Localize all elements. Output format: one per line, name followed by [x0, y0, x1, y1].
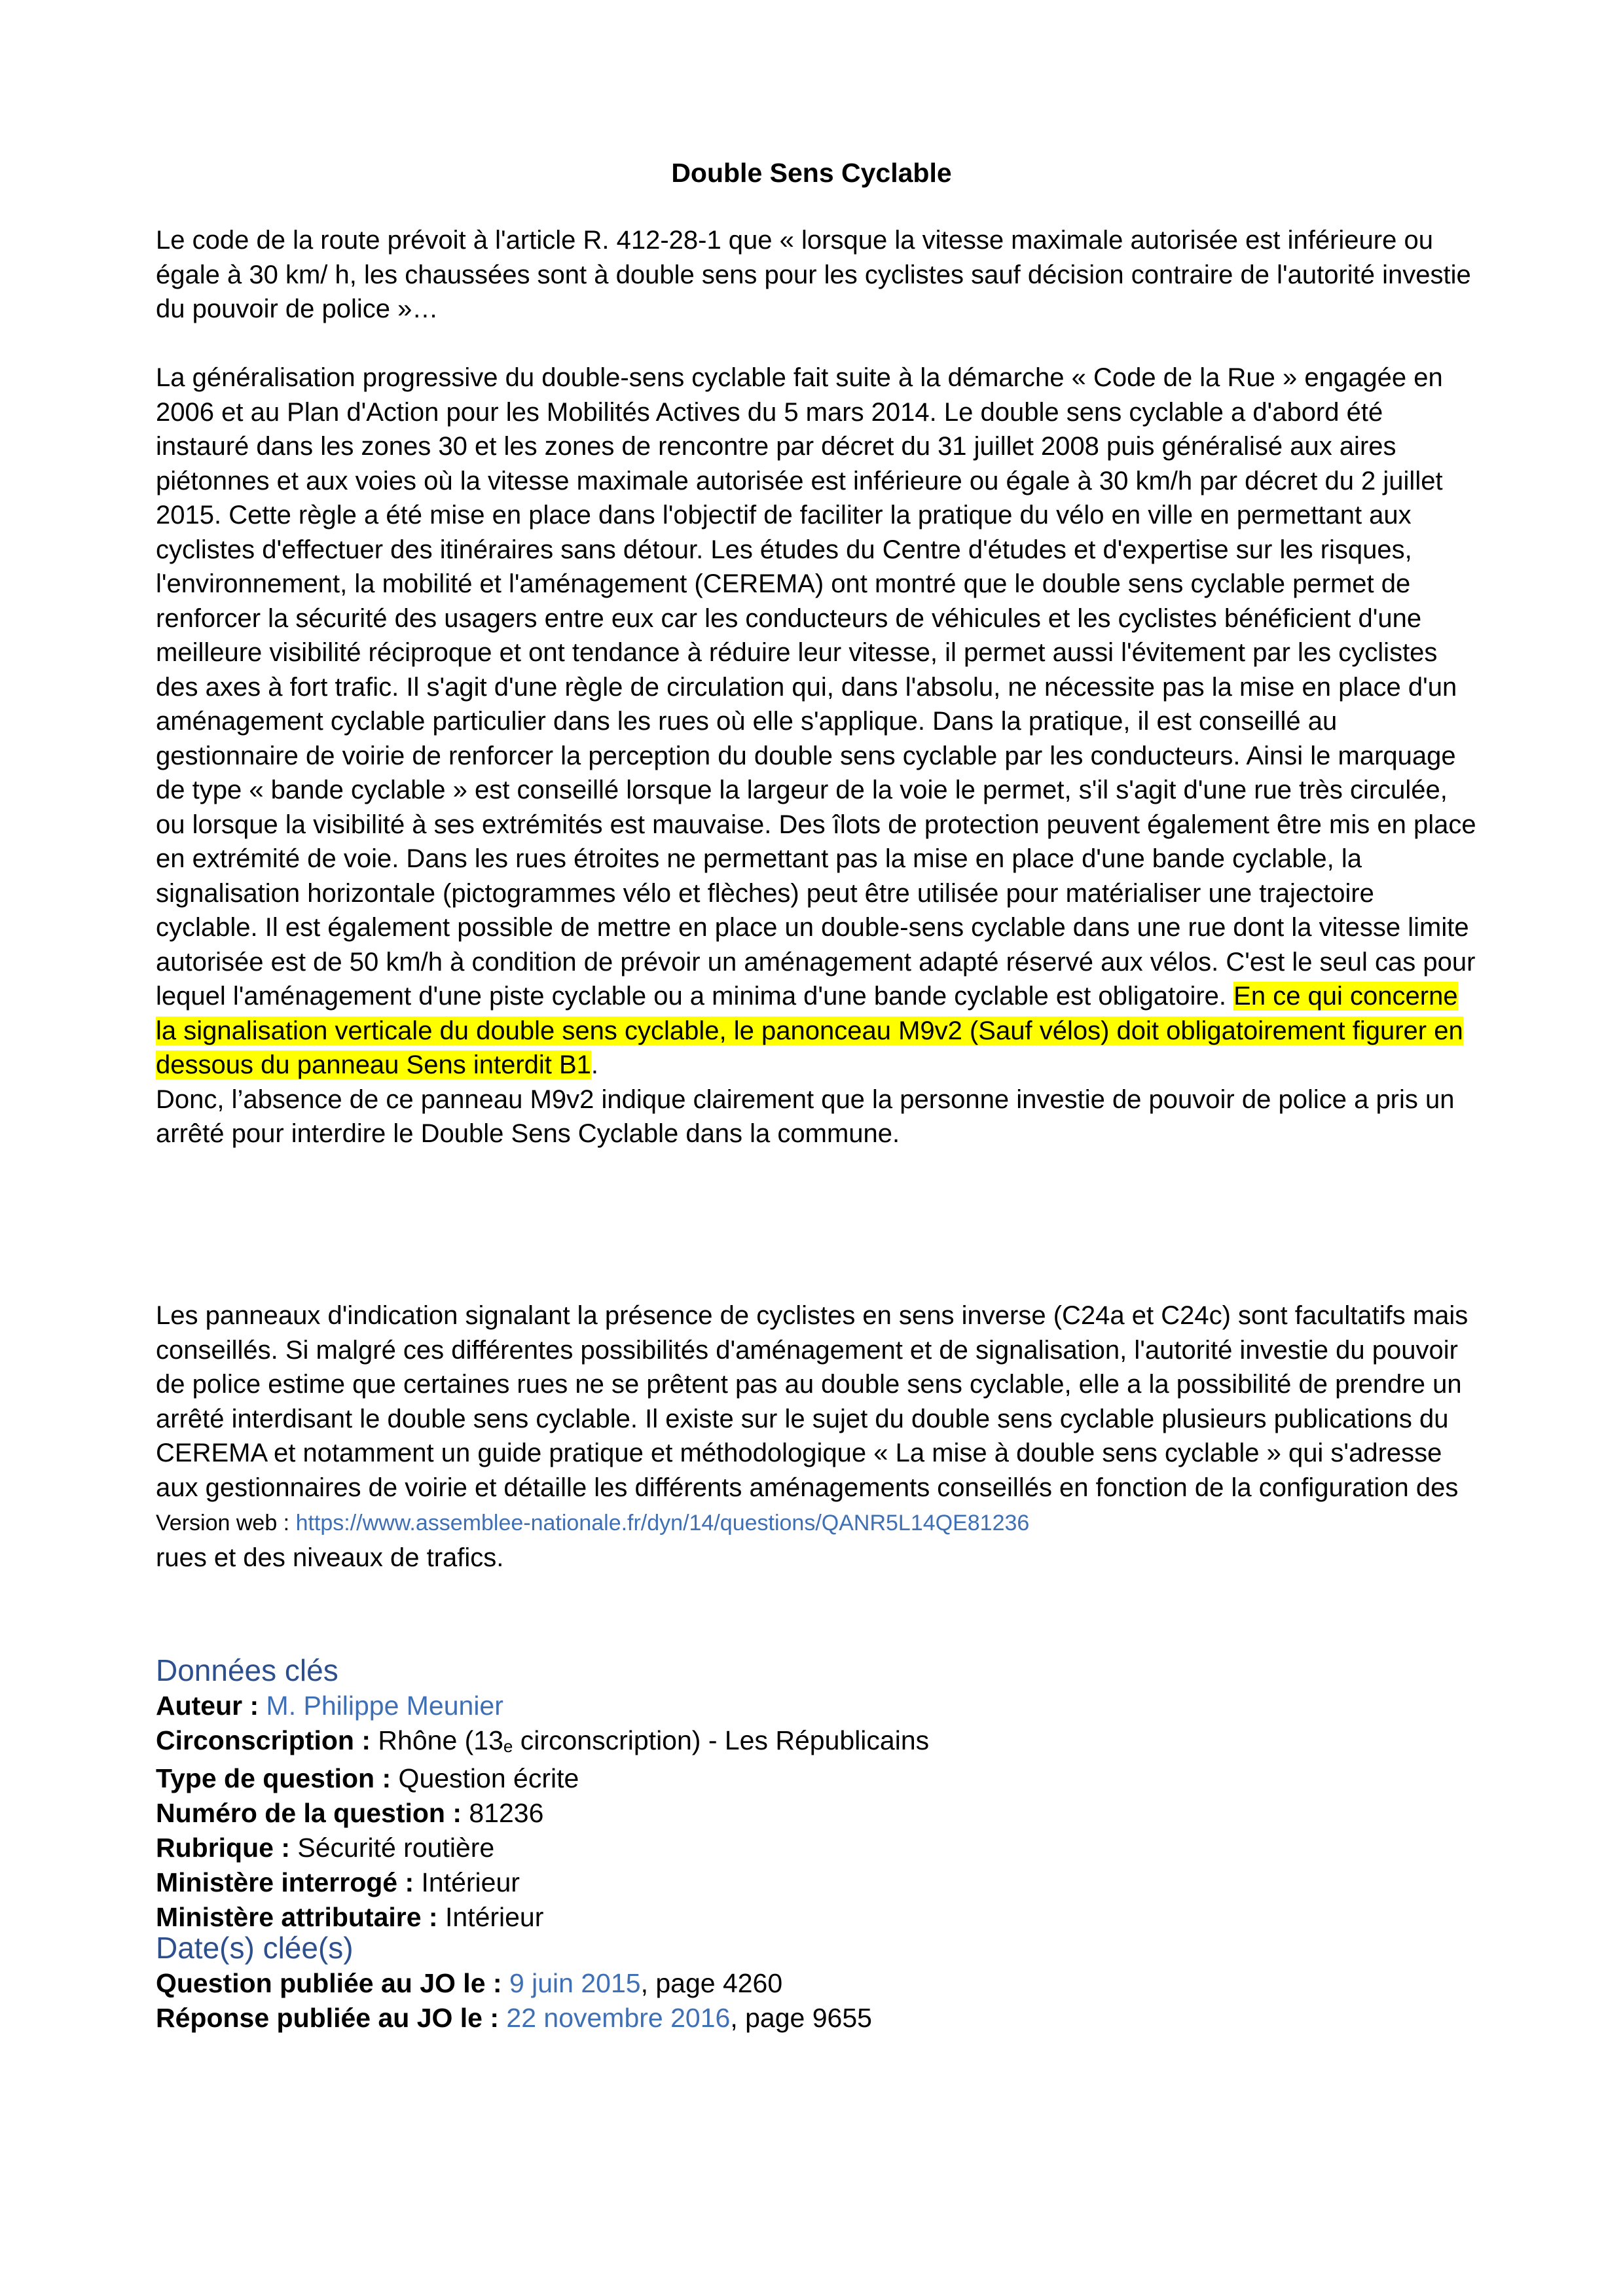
version-web-link[interactable]: https://www.assemblee-nationale.fr/dyn/14/questions/QANR5L14QE81236 — [295, 1511, 1030, 1535]
circonscription-value-b: circonscription) - Les Républicains — [513, 1725, 930, 1755]
type-question-label: Type de question : — [156, 1763, 399, 1793]
reponse-page: , page 9655 — [730, 2003, 872, 2033]
paragraph-code-route — [156, 223, 1478, 327]
donnees-cles-list — [156, 1689, 1478, 1935]
paragraph-2-period: . — [591, 1050, 599, 1079]
ministere-interroge-row — [156, 1865, 1478, 1900]
auteur-link[interactable]: M. Philippe Meunier — [266, 1691, 503, 1721]
paragraph-2-conclusion: Donc, l’absence de ce panneau M9v2 indique clairement que la personne investie de pouvoir de police a pris un arrêté pour interdire le Double Sens Cyclable dans la commune. — [156, 1085, 1455, 1148]
type-question-value: Question écrite — [398, 1763, 579, 1793]
paragraph-panneaux — [156, 1299, 1478, 1575]
question-page: , page 4260 — [640, 1968, 783, 1998]
paragraph-3-text: Les panneaux d'indication signalant la présence de cyclistes en sens inverse (C24a et C24c) sont facultatifs mais conseillés. Si malgré ces différentes possibilités d'aménagement et de signalisation, l'autorité investie du pouvoir de police estime que certaines rues ne se prêtent pas au double sens cyclable, elle a la possibilité de prendre un arrêté interdisant le double sens cyclable. Il existe sur le sujet du double sens cyclable plusieurs publications du CEREMA et notamment un guide pratique et méthodologique « La mise à double sens cyclable » qui s'adresse aux gestionnaires de voirie et détaille les différents aménagements conseillés en fonction de la configuration des — [156, 1301, 1468, 1502]
highlighted-text: En ce qui concerne la signalisation verticale du double sens cyclable, le panonceau M9v2 (Sauf vélos) doit obligatoirement figurer en dessous du panneau Sens interdit B1 — [156, 982, 1463, 1079]
ministere-interroge-label: Ministère interrogé : — [156, 1867, 422, 1897]
rubrique-value: Sécurité routière — [297, 1833, 495, 1863]
reponse-publiee-row — [156, 2001, 1478, 2036]
version-web-label: Version web : — [156, 1511, 296, 1535]
rubrique-label: Rubrique : — [156, 1833, 298, 1863]
circonscription-value-a: Rhône (13 — [378, 1725, 503, 1755]
circonscription-row — [156, 1723, 1478, 1761]
donnees-cles-heading: Données clés — [156, 1653, 338, 1687]
reponse-date-link[interactable]: 22 novembre 2016 — [506, 2003, 731, 2033]
circonscription-label: Circonscription : — [156, 1725, 378, 1755]
numero-question-label: Numéro de la question : — [156, 1798, 469, 1828]
numero-question-row — [156, 1796, 1478, 1831]
question-publiee-row — [156, 1966, 1478, 2001]
paragraph-1-text: Le code de la route prévoit à l'article R. 412-28-1 que « lorsque la vitesse maximale autorisée est inférieure ou égale à 30 km/ h, les chaussées sont à double sens pour les cyclistes sauf décision contraire de l'autorité investie du pouvoir de police »… — [156, 226, 1471, 323]
dates-cles-list — [156, 1966, 1478, 2036]
circonscription-ordinal: e — [503, 1736, 513, 1756]
document-title: Double Sens Cyclable — [671, 158, 952, 188]
paragraph-3-end: rues et des niveaux de trafics. — [156, 1543, 504, 1572]
auteur-label: Auteur : — [156, 1691, 266, 1721]
paragraph-generalisation — [156, 361, 1478, 1151]
paragraph-2-text: La généralisation progressive du double-sens cyclable fait suite à la démarche « Code de la Rue » engagée en 2006 et au Plan d'Action pour les Mobilités Actives du 5 mars 2014. Le double sens cyclable a d'abord été instauré dans les zones 30 et les zones de rencontre par décret du 31 juillet 2008 puis généralisé aux aires piétonnes et aux voies où la vitesse maximale autorisée est inférieure ou égale à 30 km/h par décret du 2 juillet 2015. Cette règle a été mise en place dans l'objectif de faciliter la pratique du vélo en ville en permettant aux cyclistes d'effectuer des itinéraires sans détour. Les études du Centre d'études et d'expertise sur les risques, l'environnement, la mobilité et l'aménagement (CEREMA) ont montré que le double sens cyclable permet de renforcer la sécurité des usagers entre eux car les conducteurs de véhicules et les cyclistes bénéficient d'une meilleure visibilité réciproque et ont tendance à réduire leur vitesse, il permet aussi l'évitement par les cyclistes des axes à fort trafic. Il s'agit d'une règle de circulation qui, dans l'absolu, ne nécessite pas la mise en place d'un aménagement cyclable particulier dans les rues où elle s'applique. Dans la pratique, il est conseillé au gestionnaire de voirie de renforcer la perception du double sens cyclable par les conducteurs. Ainsi le marquage de type « bande cyclable » est conseillé lorsque la largeur de la voie le permet, s'il s'agit d'une rue très circulée, ou lorsque la visibilité à ses extrémités est mauvaise. Des îlots de protection peuvent également être mis en place en extrémité de voie. Dans les rues étroites ne permettant pas la mise en place d'une bande cyclable, la signalisation horizontale (pictogrammes vélo et flèches) peut être utilisée pour matérialiser une trajectoire cyclable. Il est également possible de mettre en place un double-sens cyclable dans une rue dont la vitesse limite autorisée est de 50 km/h à condition de prévoir un aménagement adapté réservé aux vélos. C'est le seul cas pour lequel l'aménagement d'une piste cyclable ou a minima d'une bande cyclable est obligatoire. — [156, 363, 1476, 1011]
question-date-link[interactable]: 9 juin 2015 — [509, 1968, 641, 1998]
rubrique-row — [156, 1831, 1478, 1865]
numero-question-value: 81236 — [469, 1798, 544, 1828]
ministere-interroge-value: Intérieur — [421, 1867, 520, 1897]
type-question-row — [156, 1761, 1478, 1796]
ministere-attributaire-row — [156, 1900, 1478, 1935]
ministere-attributaire-label: Ministère attributaire : — [156, 1902, 445, 1932]
auteur-row — [156, 1689, 1478, 1723]
dates-cles-heading: Date(s) clée(s) — [156, 1931, 354, 1965]
ministere-attributaire-value: Intérieur — [445, 1902, 544, 1932]
reponse-publiee-label: Réponse publiée au JO le : — [156, 2003, 507, 2033]
question-publiee-label: Question publiée au JO le : — [156, 1968, 509, 1998]
